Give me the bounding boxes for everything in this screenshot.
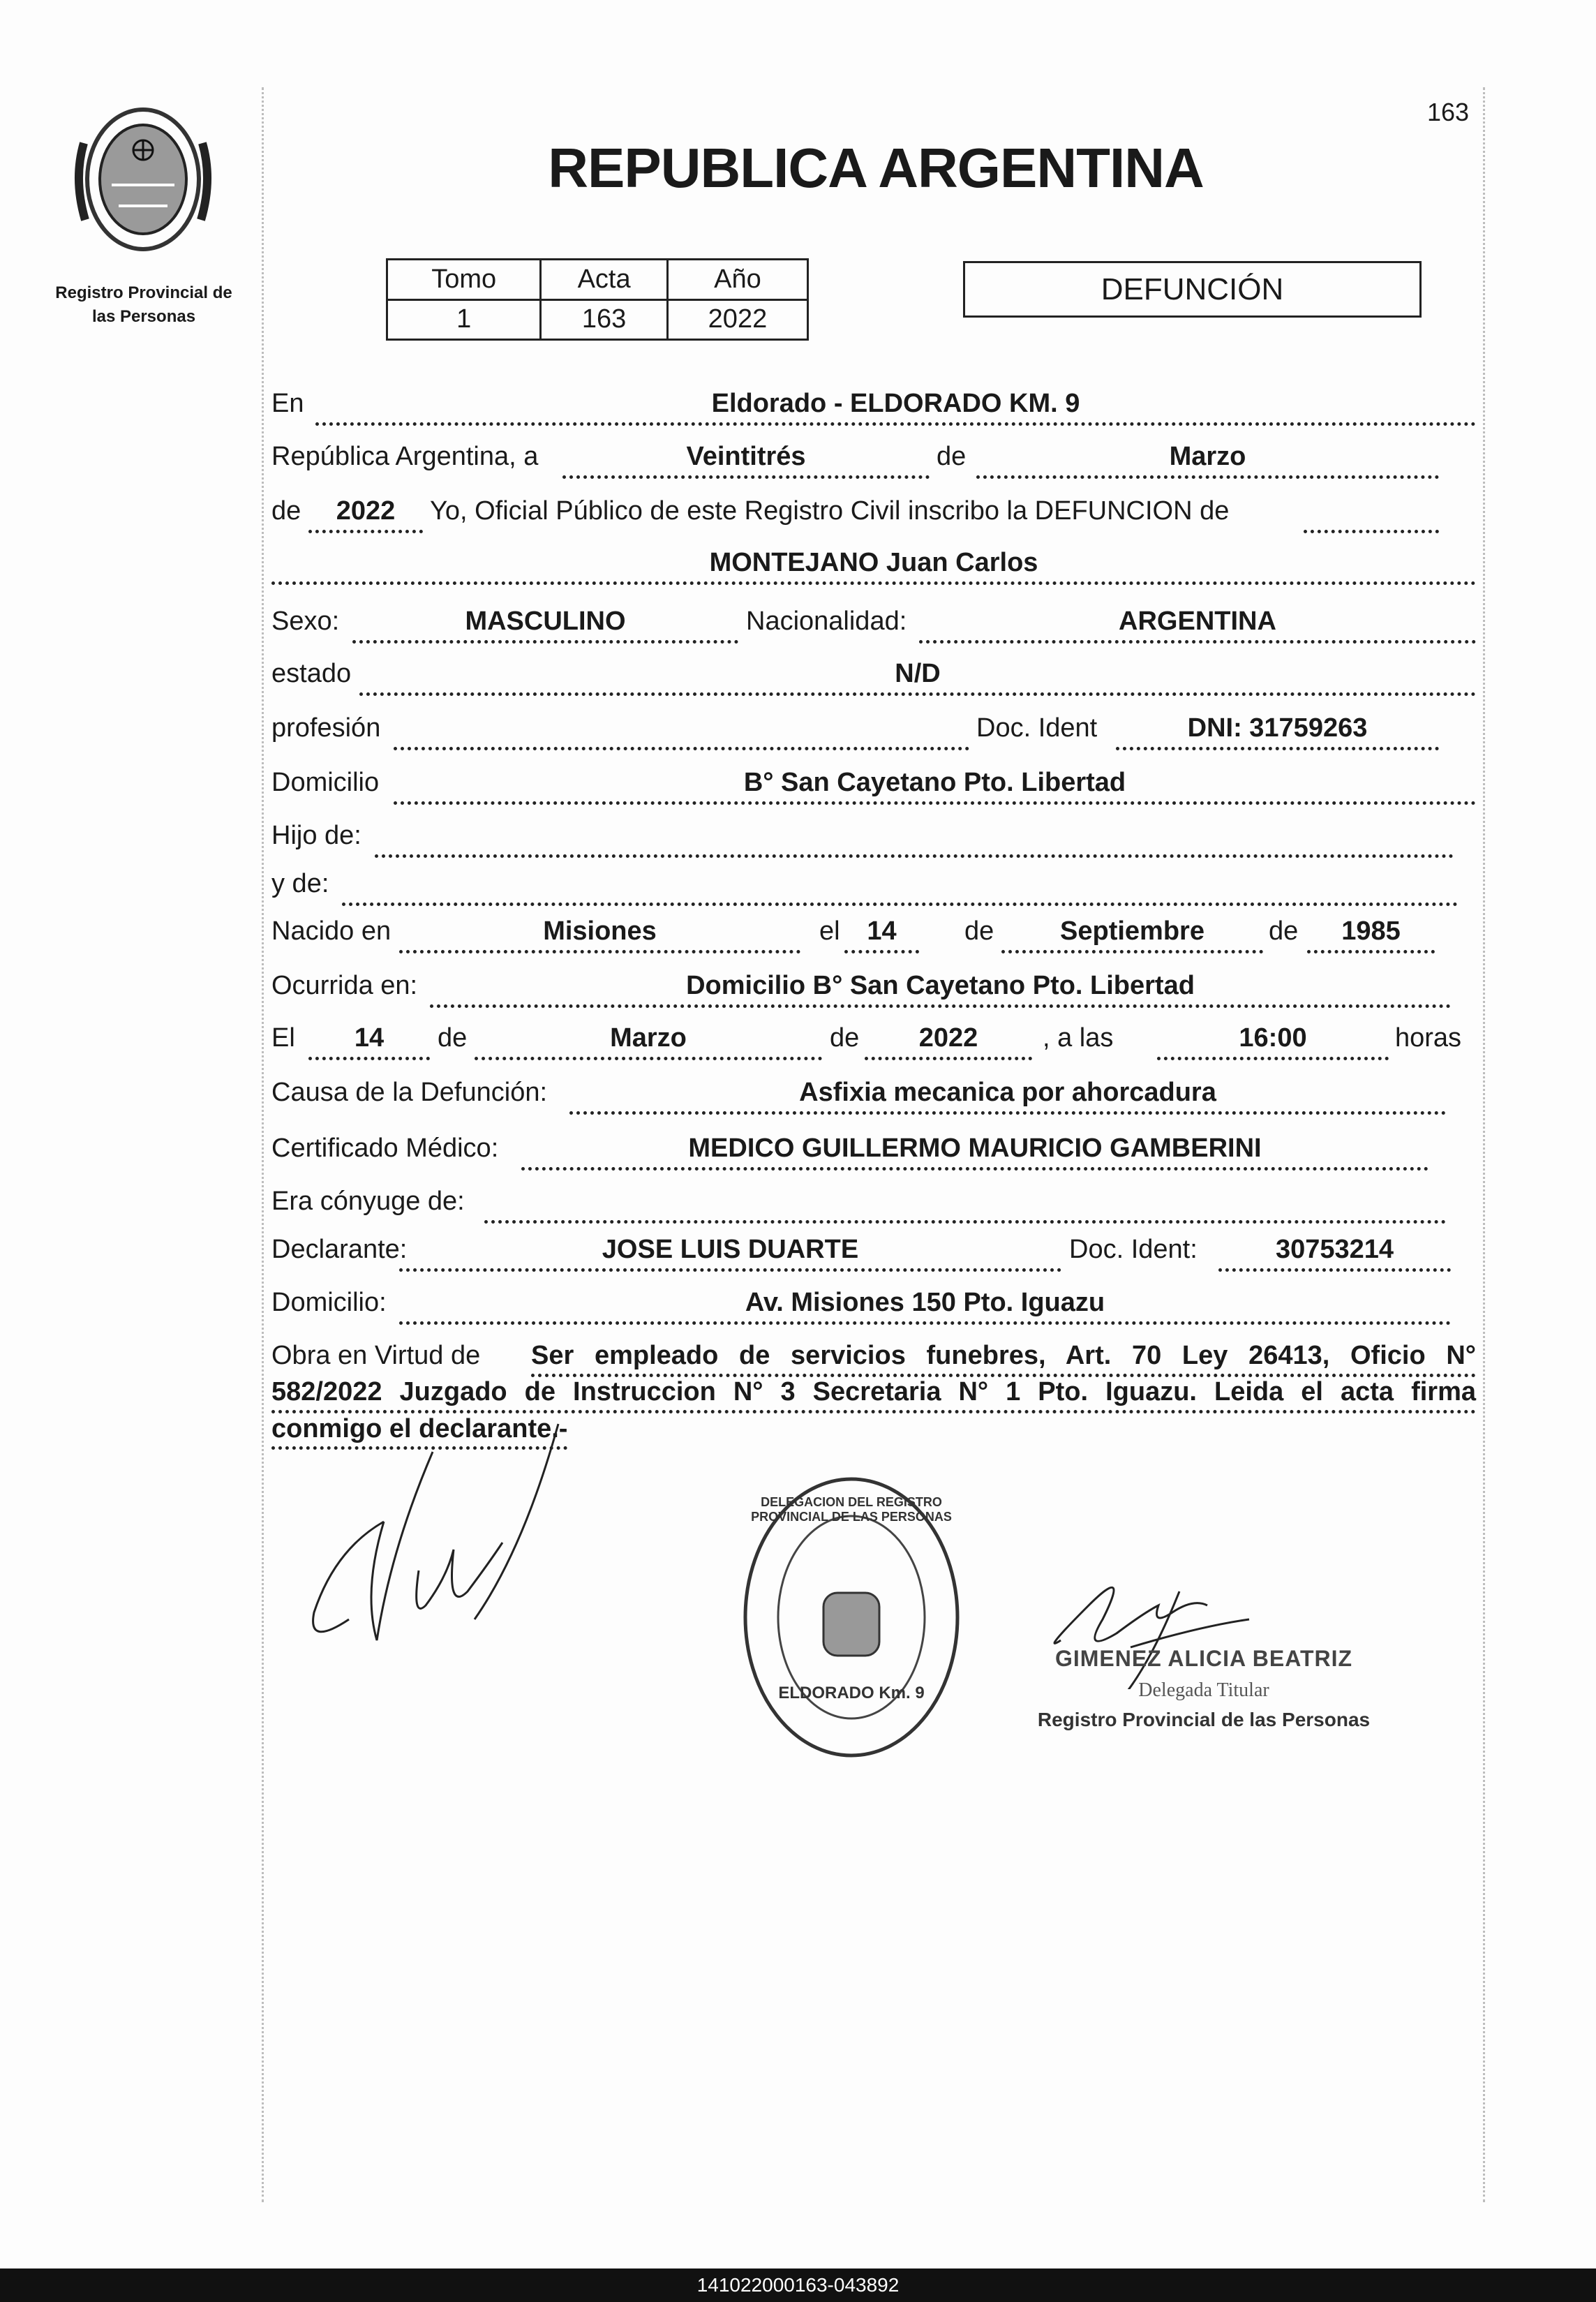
declarante-field: JOSE LUIS DUARTE [399, 1234, 1061, 1272]
hijo-field [375, 820, 1454, 858]
declarante-doc-field: 30753214 [1218, 1234, 1451, 1272]
de-label: de [964, 916, 994, 946]
declarant-signature [293, 1410, 586, 1675]
nacido-label: Nacido en [271, 916, 391, 946]
inscribo-text: Yo, Oficial Público de este Registro Civil inscribo la DEFUNCION de [430, 496, 1230, 526]
row-nombre [0, 547, 1596, 589]
anio-header: Año [667, 260, 807, 300]
official-office: Registro Provincial de las Personas [1037, 1709, 1371, 1730]
row-declarante-domicilio [0, 1287, 1596, 1329]
alas-label: , a las [1043, 1023, 1114, 1053]
profesion-label: profesión [271, 713, 381, 743]
doc-label: Doc. Ident [976, 713, 1098, 743]
nacionalidad-label: Nacionalidad: [746, 607, 907, 636]
el-cap-label: El [271, 1023, 295, 1053]
row-estado [0, 658, 1596, 700]
lugar-field: Eldorado - ELDORADO KM. 9 [315, 388, 1476, 426]
record-table-value-row [387, 299, 808, 340]
doc2-label: Doc. Ident: [1069, 1235, 1198, 1264]
official-role: Delegada Titular [1138, 1679, 1269, 1701]
sexo-label: Sexo: [271, 607, 340, 636]
yde-label: y de: [271, 869, 329, 898]
republica-label: República Argentina, a [271, 442, 539, 471]
de-label: de [830, 1023, 860, 1053]
hijo-label: Hijo de: [271, 821, 361, 850]
estado-field: N/D [359, 658, 1476, 696]
tomo-header: Tomo [387, 260, 541, 300]
nacido-anio-field: 1985 [1307, 916, 1435, 953]
sexo-field: MASCULINO [352, 606, 738, 644]
nacido-mes-field: Septiembre [1001, 916, 1263, 953]
official-stamp [740, 1474, 963, 1760]
de-label: de [1269, 916, 1299, 946]
yde-field [342, 868, 1458, 906]
row-ocurrida [0, 970, 1596, 1012]
nacionalidad-field: ARGENTINA [919, 606, 1476, 644]
obra-line2 [271, 1376, 1476, 1413]
de-label: de [271, 496, 301, 526]
certificado-label: Certificado Médico: [271, 1134, 499, 1163]
certificado-field: MEDICO GUILLERMO MAURICIO GAMBERINI [521, 1133, 1429, 1171]
record-table [386, 258, 809, 341]
domicilio-field: B° San Cayetano Pto. Libertad [394, 767, 1476, 805]
el-label: el [819, 916, 840, 946]
record-type-box: DEFUNCIÓN [963, 261, 1422, 318]
fallec-mes-field: Marzo [475, 1023, 822, 1060]
de-label: de [438, 1023, 468, 1053]
obra-line1 [531, 1340, 1476, 1377]
anio-value: 2022 [667, 299, 807, 340]
hora-field: 16:00 [1157, 1023, 1389, 1060]
row-lugar [0, 388, 1596, 430]
doc-field: DNI: 31759263 [1116, 713, 1439, 750]
ocurrida-label: Ocurrida en: [271, 971, 418, 1000]
fallec-dia-field: 14 [308, 1023, 430, 1060]
nacido-dia-field: 14 [844, 916, 919, 953]
blank-field [1304, 496, 1439, 533]
conyuge-field [484, 1186, 1446, 1224]
row-hijo [0, 820, 1596, 862]
acta-value: 163 [541, 299, 668, 340]
conyuge-label: Era cónyuge de: [271, 1187, 465, 1216]
row-declarante [0, 1234, 1596, 1276]
tomo-value: 1 [387, 299, 541, 340]
row-fecha [0, 441, 1596, 483]
domicilio-label: Domicilio [271, 768, 380, 797]
row-sexo [0, 606, 1596, 648]
row-nacimiento [0, 916, 1596, 958]
obra-label: Obra en Virtud de [271, 1341, 481, 1370]
profesion-field [394, 713, 969, 750]
de-label: de [937, 442, 967, 471]
acta-header: Acta [541, 260, 668, 300]
dia-letras-field: Veintitrés [562, 441, 930, 479]
stamp-inner-text: ELDORADO Km. 9 [778, 1684, 925, 1702]
estado-label: estado [271, 659, 352, 688]
page-number: 163 [1427, 98, 1470, 126]
horas-label: horas [1395, 1023, 1462, 1053]
causa-field: Asfixia mecanica por ahorcadura [569, 1077, 1446, 1115]
row-profesion [0, 713, 1596, 755]
document-title: REPUBLICA ARGENTINA [548, 137, 1204, 199]
row-conyuge [0, 1186, 1596, 1228]
registry-caption-line2: las Personas [91, 307, 196, 326]
obra-line3-text: conmigo el declarante.- [271, 1414, 567, 1450]
official-name: GIMENEZ ALICIA BEATRIZ [1054, 1646, 1353, 1671]
fallec-anio-field: 2022 [865, 1023, 1032, 1060]
obra-line2-text: 582/2022 Juzgado de Instruccion N° 3 Secretaria N° 1 Pto. Iguazu. Leida el acta firma [271, 1376, 1476, 1413]
en-label: En [271, 389, 304, 418]
obra-line1-text: Ser empleado de servicios funebres, Art. 70 Ley 26413, Oficio N° [531, 1340, 1476, 1377]
causa-label: Causa de la Defunción: [271, 1078, 548, 1107]
record-table-header-row [387, 260, 808, 300]
row-yde [0, 868, 1596, 910]
domicilio2-label: Domicilio: [271, 1288, 387, 1317]
row-anio [0, 496, 1596, 537]
row-fecha-defuncion [0, 1023, 1596, 1064]
stamp-ring-text: DELEGACION DEL REGISTRO PROVINCIAL DE LAS PERSONAS [751, 1495, 952, 1524]
footer-code-bar: 141022000163-043892 [0, 2268, 1596, 2302]
ocurrida-field: Domicilio B° San Cayetano Pto. Libertad [430, 970, 1451, 1008]
declarante-domicilio-field: Av. Misiones 150 Pto. Iguazu [399, 1287, 1451, 1325]
registry-caption-line1: Registro Provincial de [55, 283, 232, 302]
nacido-lugar-field: Misiones [399, 916, 800, 953]
declarante-label: Declarante: [271, 1235, 408, 1264]
row-causa [0, 1077, 1596, 1119]
registry-caption [35, 281, 253, 329]
row-domicilio [0, 767, 1596, 809]
nombre-field: MONTEJANO Juan Carlos [271, 547, 1476, 585]
row-certificado [0, 1133, 1596, 1175]
anio-field: 2022 [308, 496, 423, 533]
mes-field: Marzo [976, 441, 1439, 479]
